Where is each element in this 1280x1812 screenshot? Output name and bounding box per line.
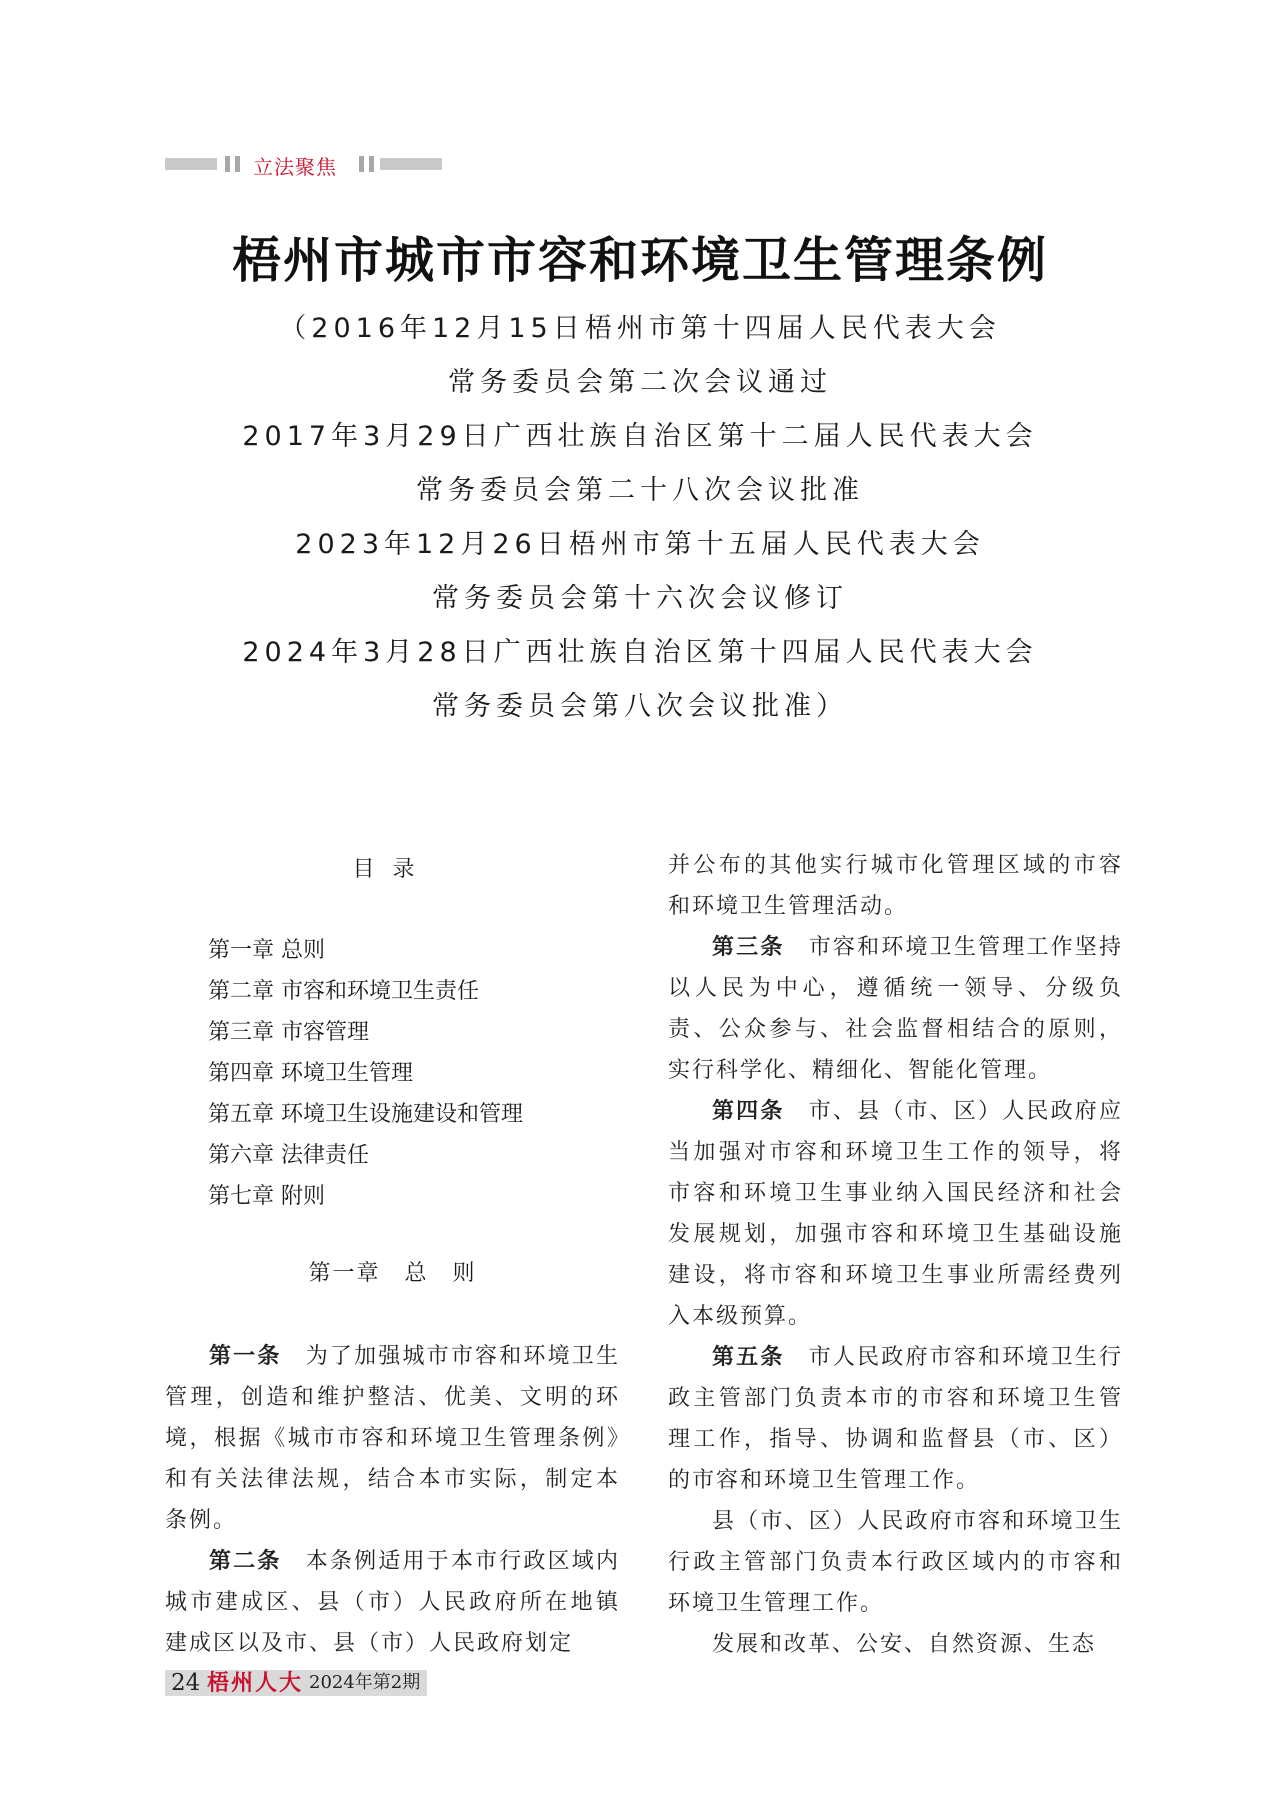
article-text: 市人民政府市容和环境卫生行政主管部门负责本市的市容和环境卫生管理工作，指导、协调和监督县（市、区）的市容和环境卫生管理工作。: [668, 1345, 1123, 1493]
section-bar-stub: [359, 156, 364, 172]
section-bar-stub: [235, 156, 240, 172]
section-bar-right: [380, 158, 442, 170]
toc-item: 第一章 总则: [208, 938, 325, 963]
page-number: 24: [171, 1670, 201, 1696]
chapter-heading: 第一章 总 则: [308, 1261, 477, 1286]
body-column-right: [668, 845, 1123, 1665]
section-header: [165, 153, 445, 179]
article-label: 第三条: [712, 935, 785, 960]
toc-item: 第五章 环境卫生设施建设和管理: [208, 1102, 523, 1127]
article-2: [165, 1541, 620, 1664]
toc-item: 第二章 市容和环境卫生责任: [208, 979, 479, 1004]
article-2-continued: 并公布的其他实行城市化管理区域的市容和环境卫生管理活动。: [668, 853, 1123, 919]
document-title: 梧州市城市市容和环境卫生管理条例: [231, 231, 1048, 289]
section-bar-left: [165, 158, 217, 170]
toc-item: 第六章 法律责任: [208, 1143, 369, 1168]
article-5: [668, 1337, 1123, 1501]
history-line: 2017年3月29日广西壮族自治区第十二届人民代表大会: [242, 421, 1038, 452]
article-label: 第四条: [712, 1099, 785, 1124]
toc-item: 第四章 环境卫生管理: [208, 1061, 413, 1086]
toc-item: 第三章 市容管理: [208, 1020, 369, 1045]
article-text: 市容和环境卫生管理工作坚持以人民为中心，遵循统一领导、分级负责、公众参与、社会监督相结合的原则，实行科学化、精细化、智能化管理。: [668, 935, 1123, 1083]
history-line: 2023年12月26日梧州市第十五届人民代表大会: [295, 529, 985, 560]
article-5-paragraph: 发展和改革、公安、自然资源、生态: [712, 1632, 1097, 1657]
article-3: [668, 927, 1123, 1091]
history-line: 常务委员会第十六次会议修订: [432, 583, 848, 614]
toc-heading: 目录: [352, 857, 433, 882]
article-text: 为了加强城市市容和环境卫生管理，创造和维护整洁、优美、文明的环境，根据《城市市容和环境卫生管理条例》和有关法律法规，结合本市实际，制定本条例。: [165, 1344, 620, 1533]
article-5-paragraph: 县（市、区）人民政府市容和环境卫生行政主管部门负责本行政区域内的市容和环境卫生管理工作。: [668, 1509, 1123, 1616]
section-label: 立法聚焦: [253, 155, 337, 179]
article-label: 第一条: [209, 1344, 282, 1369]
section-bar-stub: [369, 156, 374, 172]
article-label: 第二条: [209, 1549, 282, 1574]
history-line: 常务委员会第二十八次会议批准: [416, 475, 864, 506]
history-line: 常务委员会第八次会议批准）: [432, 691, 848, 722]
table-of-contents: [208, 930, 608, 1217]
article-4: [668, 1091, 1123, 1337]
history-line: 2024年3月28日广西壮族自治区第十四届人民代表大会: [242, 637, 1038, 668]
toc-item: 第七章 附则: [208, 1184, 325, 1209]
magazine-name: 梧州人大: [207, 1670, 304, 1696]
article-text: 本条例适用于本市行政区域内城市建成区、县（市）人民政府所在地镇建成区以及市、县（市）人民政府划定: [165, 1549, 620, 1656]
history-line: （2016年12月15日梧州市第十四届人民代表大会: [279, 313, 1001, 344]
article-text: 市、县（市、区）人民政府应当加强对市容和环境卫生工作的领导，将市容和环境卫生事业纳入国民经济和社会发展规划，加强市容和环境卫生基础设施建设，将市容和环境卫生事业所需经费列入本级预算。: [668, 1099, 1123, 1329]
section-bar-stub: [225, 156, 230, 172]
body-column-left: [165, 1336, 620, 1664]
article-1: [165, 1336, 620, 1541]
issue-number: 2024年第2期: [309, 1672, 421, 1693]
page-footer: [165, 1670, 427, 1696]
history-line: 常务委员会第二次会议通过: [448, 367, 832, 398]
article-label: 第五条: [712, 1345, 785, 1370]
